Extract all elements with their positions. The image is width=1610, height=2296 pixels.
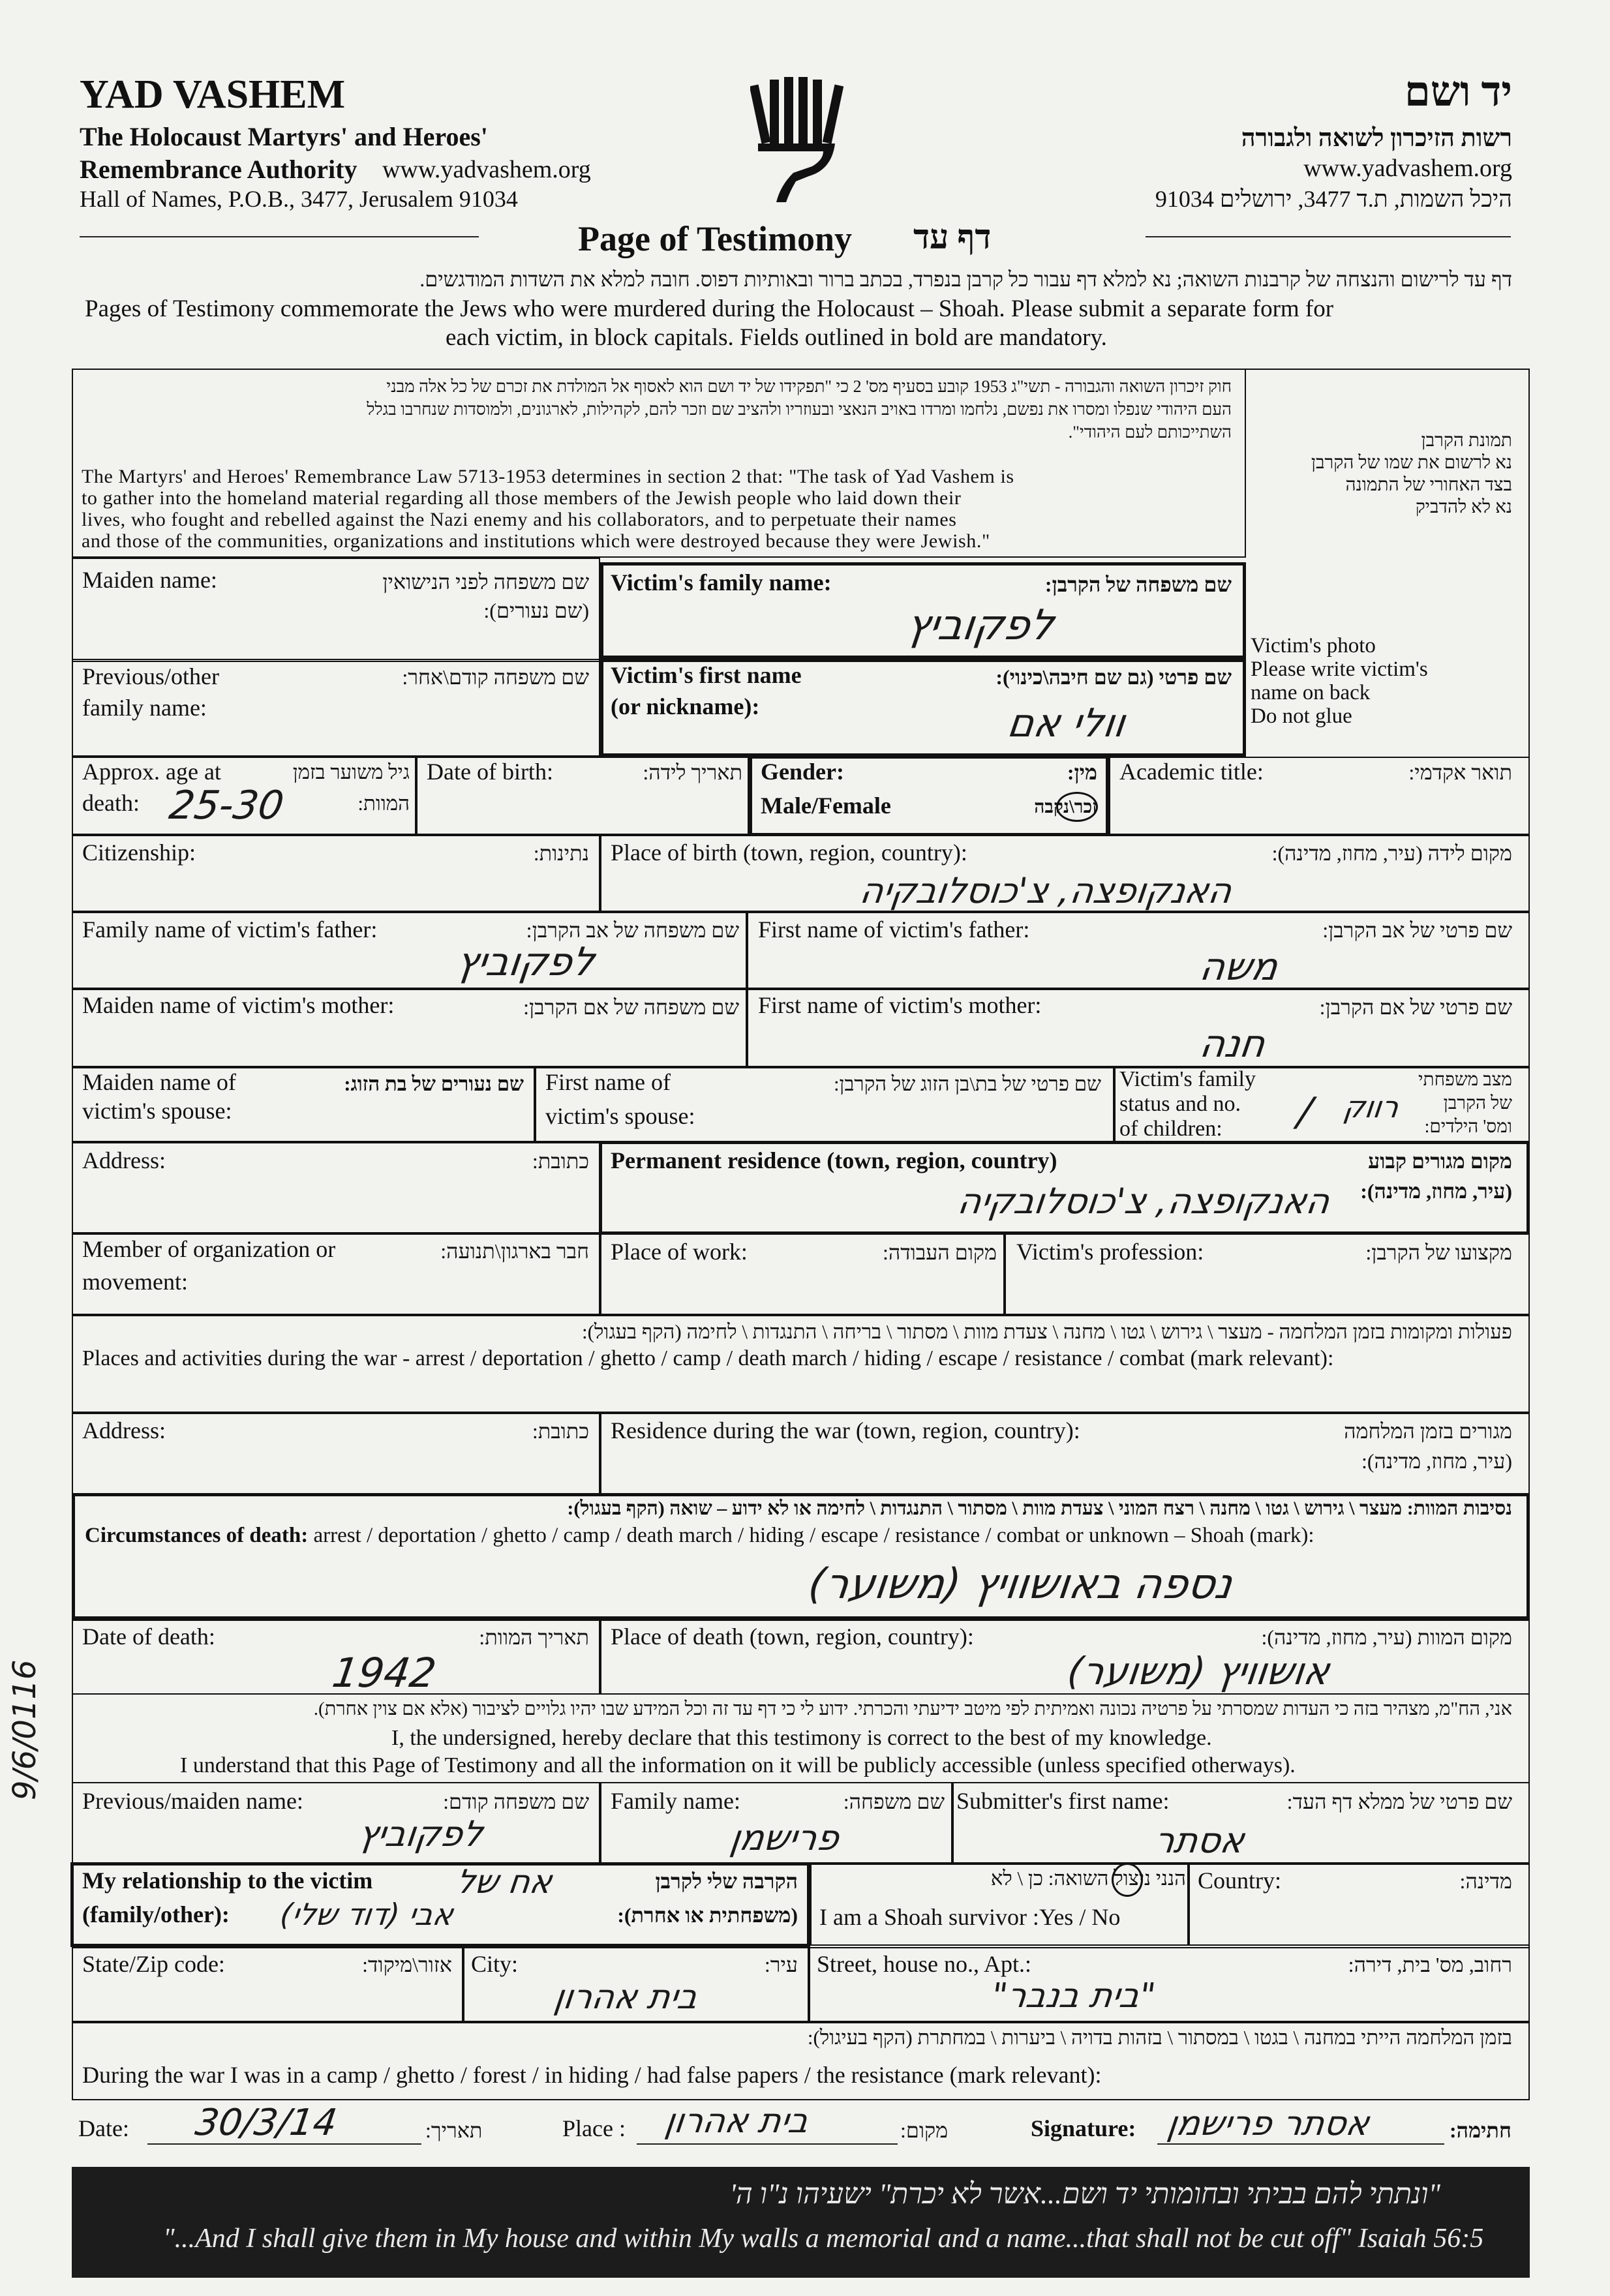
place-of-death-value[interactable]: אושוויץ (משוער) — [1065, 1649, 1333, 1693]
war-activities-he: פעולות ומקומות בזמן המלחמה - מעצר \ גירוש \ גטו \ מחנה \ צעדת מוות \ מסתור \ בריחה \ התנגדות \ לחימה (הקף בעגול): — [582, 1320, 1512, 1343]
mother-first-label: First name of victim's mother: — [758, 992, 1042, 1018]
relationship-he-2: (משפחתית או אחרת): — [617, 1903, 798, 1927]
city-value[interactable]: בית אהרון — [551, 1978, 701, 2017]
family-status-he-1: מצב משפחתי — [1418, 1070, 1512, 1090]
survivor-en: I am a Shoah survivor :Yes / No — [819, 1904, 1121, 1930]
intro-he: דף עד לרישום והנצחה של קרבנות השואה; נא למלא דף עבור כל קרבן בנפרד, בכתב ברור ובאותיות דפוס. חובה למלא את השדות המודגשים. — [419, 267, 1512, 291]
law-he-3: השתייכותם לעם היהודי". — [1068, 423, 1232, 442]
previous-name-label-2: family name: — [82, 695, 207, 721]
family-status-he-2: של הקרבן — [1443, 1093, 1512, 1113]
spouse-maiden-label-2: victim's spouse: — [82, 1098, 232, 1124]
photo-en-3: name on back — [1251, 681, 1371, 704]
declaration-en-2: I understand that this Page of Testimony and all the information on it will be publicly accessible (unless specified otherways). — [180, 1753, 1296, 1777]
signature-he: חתימה: — [1450, 2119, 1511, 2142]
spouse-maiden-he: שם נעורים של בת הזוג: — [344, 1072, 524, 1095]
date-label: Date: — [78, 2115, 129, 2141]
family-status-he-3: ומס' הילדים: — [1424, 1117, 1512, 1137]
war-residence-label: Residence during the war (town, region, country): — [611, 1417, 1080, 1443]
father-family-label: Family name of victim's father: — [82, 916, 378, 943]
place-line — [637, 2143, 898, 2145]
law-en-1: The Martyrs' and Heroes' Remembrance Law 5713-1953 determines in section 2 that: "The task of Yad Vashem is — [82, 466, 1014, 487]
signature-label: Signature: — [1031, 2115, 1136, 2141]
org-name-en: YAD VASHEM — [80, 72, 346, 117]
relationship-label-2: (family/other): — [82, 1901, 230, 1927]
city-label: City: — [471, 1951, 519, 1977]
profession-he: מקצועו של הקרבן: — [1365, 1241, 1512, 1264]
yad-vashem-logo — [750, 72, 848, 205]
birthplace-label: Place of birth (town, region, country): — [611, 839, 967, 866]
victim-first-name-label-2: (or nickname): — [611, 693, 760, 719]
intro-en-2: each victim, in block capitals. Fields outlined in bold are mandatory. — [446, 324, 1107, 351]
during-war-he: בזמן המלחמה הייתי במחנה \ בגטו \ במסתור \ בזהות בדויה \ ביערות \ במחתרת (הקף בעיגול): — [807, 2026, 1512, 2049]
website-en: www.yadvashem.org — [382, 156, 591, 183]
gender-male-circle[interactable] — [1056, 792, 1098, 822]
gender-label-1: Gender: — [761, 759, 844, 785]
photo-en-4: Do not glue — [1251, 704, 1352, 728]
submitter-family-label: Family name: — [611, 1788, 740, 1814]
declaration-he: אני, הח"מ, מצהיר בזה כי העדות שמסרתי על פרטיה נכונה ואמיתית לפי מיטב ידיעתי והכרתי. ידוע לי כי דף עד זה וכל המידע שבו יהיו גלויים לציבור (אלא אם צוין אחרת). — [313, 1699, 1512, 1719]
place-value[interactable]: בית אהרון — [662, 2102, 812, 2141]
organization-label-2: movement: — [82, 1269, 188, 1295]
age-label-1: Approx. age at — [82, 759, 221, 785]
gender-he-2: זכר\נקבה — [1034, 797, 1097, 817]
submitter-first-value[interactable]: אסתר — [1151, 1820, 1247, 1861]
intro-en-1 — [85, 295, 1333, 323]
previous-name-label-1: Previous/other — [82, 663, 219, 689]
submitter-prev-value[interactable]: לפקוביץ — [356, 1813, 486, 1854]
dob-he: תאריך לידה: — [643, 761, 742, 784]
mother-first-he: שם פרטי של אם הקרבן: — [1319, 995, 1512, 1019]
signature-line — [1157, 2143, 1444, 2145]
date-of-death-label: Date of death: — [82, 1624, 215, 1650]
family-status-value[interactable]: רווק — [1341, 1089, 1401, 1125]
signature-value[interactable]: אסתר פרישמן — [1164, 2104, 1372, 2143]
war-residence-he-1: מגורים בזמן המלחמה — [1344, 1419, 1512, 1443]
birthplace-he: מקום לידה (עיר, מחוז, מדינה): — [1271, 841, 1512, 865]
submitter-family-he: שם משפחה: — [843, 1790, 945, 1813]
maiden-name-he-1: שם משפחה לפני הנישואין — [382, 570, 589, 594]
submitter-first-label: Submitter's first name: — [956, 1788, 1170, 1814]
date-of-death-he: תאריך המוות: — [479, 1625, 589, 1649]
survivor-yes-circle[interactable] — [1112, 1863, 1143, 1897]
academic-title-he: תואר אקדמי: — [1408, 761, 1512, 784]
father-family-he: שם משפחה של אב הקרבן: — [526, 918, 739, 942]
permanent-residence-he-2: (עיר, מחוז, מדינה): — [1360, 1179, 1512, 1203]
intro-en-1-text: Pages of Testimony commemorate the Jews who were murdered during the Holocaust – Shoah. Please submit a separate form for — [85, 295, 1334, 322]
law-en-4: and those of the communities, organizations and institutions which were destroyed because they were Jewish." — [82, 530, 990, 552]
relationship-label-1: My relationship to the victim — [82, 1867, 373, 1894]
form-title-he: דף עד — [913, 219, 992, 256]
victim-first-name-he: שם פרטי (גם שם חיבה\כינוי): — [995, 665, 1232, 689]
header-rule-right — [1146, 236, 1511, 237]
footer-en: "...And I shall give them in My house and within My walls a memorial and a name...that shall not be cut off" Isaiah 56:5 — [163, 2224, 1484, 2254]
relationship-he-1: הקרבה שלי לקרבן — [655, 1869, 798, 1893]
gender-label-2: Male/Female — [761, 793, 891, 819]
address-label: Address: — [82, 1147, 166, 1173]
citizenship-he: נתינות: — [533, 841, 589, 865]
zip-he: אזור\מיקוד: — [362, 1953, 452, 1976]
website-he-side: www.yadvashem.org — [1303, 155, 1512, 182]
date-of-death-value[interactable]: 1942 — [329, 1649, 439, 1697]
war-address-he: כתובת: — [532, 1419, 589, 1443]
photo-he-1: תמונת הקרבן — [1421, 430, 1512, 451]
side-note: 9/6/0116 — [7, 1659, 43, 1800]
photo-he-2: נא לרשום את שמו של הקרבן — [1311, 453, 1512, 473]
address-he-label: כתובת: — [532, 1149, 589, 1173]
form-title: Page of Testimony — [578, 219, 853, 258]
declaration-en-1: I, the undersigned, hereby declare that this testimony is correct to the best of my knowledge. — [391, 1726, 1212, 1750]
place-of-death-label: Place of death (town, region, country): — [611, 1624, 974, 1650]
photo-en-2: Please write victim's — [1251, 657, 1428, 681]
children-count-value[interactable]: / — [1295, 1089, 1315, 1135]
war-activities-en: Places and activities during the war - arrest / deportation / ghetto / camp / death march / hiding / escape / resistance / combat (mark relevant): — [82, 1346, 1334, 1370]
during-war-en: During the war I was in a camp / ghetto / forest / in hiding / had false papers / the resistance (mark relevant): — [82, 2062, 1102, 2088]
authority-he: רשות הזיכרון לשואה ולגבורה — [1241, 125, 1512, 152]
academic-title-label: Academic title: — [1119, 759, 1264, 785]
law-en-2: to gather into the homeland material regarding all those members of the Jewish people who laid down their — [82, 487, 962, 509]
circumstances-he: נסיבות המוות: מעצר \ גירוש \ גטו \ מחנה \ רצח המוני \ צעדת מוות \ מסתור \ התנגדות \ לחימה או לא ידוע – שואה (הקף בעגול): — [567, 1498, 1512, 1519]
permanent-residence-value[interactable]: האנקופצה, צ'כוסלובקיה — [955, 1181, 1333, 1222]
footer-he: "ונתתי להם בביתי ובחומותי יד ושם...אשר לא יכרת" ישעיהו נ"ו ה' — [729, 2178, 1440, 2210]
date-he: תאריך: — [425, 2119, 483, 2142]
street-label: Street, house no., Apt.: — [817, 1951, 1031, 1977]
age-he-1: גיל משוער בזמן — [292, 761, 410, 783]
gender-he-1: מין: — [1067, 761, 1097, 784]
circumstances-en — [85, 1524, 1314, 1548]
authority-en-1: The Holocaust Martyrs' and Heroes' — [80, 122, 488, 151]
family-status-label-3: of children: — [1119, 1117, 1223, 1141]
country-label: Country: — [1198, 1867, 1282, 1894]
mother-maiden-label: Maiden name of victim's mother: — [82, 992, 395, 1018]
authority-en-2: Remembrance Authority — [80, 155, 357, 184]
photo-en-1: Victim's photo — [1251, 634, 1376, 657]
photo-he-3: בצד האחורי של התמונה — [1345, 475, 1512, 495]
city-he: עיר: — [764, 1953, 798, 1976]
law-he-1: חוק זיכרון השואה והגבורה - תשי"ג 1953 קובע בסעיף מס' 2 כי "תפקידו של יד ושם הוא לאסוף אל המולדת את זכרם של כל אלה מבני — [386, 377, 1232, 396]
place-of-work-label: Place of work: — [611, 1239, 748, 1265]
street-value[interactable]: "בית בנבר" — [988, 1976, 1158, 2016]
submitter-prev-label: Previous/maiden name: — [82, 1788, 303, 1814]
age-value[interactable]: 25-30 — [166, 783, 287, 828]
victim-family-name-value[interactable]: לפקוביץ — [903, 601, 1057, 650]
law-en-3: lives, who fought and rebelled against the Nazi enemy and his collaborators, and to perpetuate their names — [82, 509, 957, 530]
birthplace-value[interactable]: האנקופצה, צ'כוסלובקיה — [857, 870, 1235, 911]
previous-name-he: שם משפחה קודם\אחר: — [402, 665, 589, 689]
circumstances-value[interactable]: נספה באושוויץ (משוער) — [805, 1560, 1236, 1609]
father-first-he: שם פרטי של אב הקרבן: — [1322, 918, 1512, 942]
organization-label-1: Member of organization or — [82, 1236, 336, 1262]
maiden-name-label: Maiden name: — [82, 567, 217, 593]
org-name-he: יד ושם — [1404, 68, 1512, 115]
header-rule-left — [80, 236, 479, 237]
organization-he: חבר בארגון\תנועה: — [440, 1239, 589, 1263]
law-he-2: העם היהודי שנפלו ומסרו את נפשם, נלחמו ומרדו באויב הנאצי ובעוזריו ולהציב שם וזכר להם, לקהילות, לארגונים, ולמוסדות שנחרבו בגלל — [367, 400, 1232, 419]
victim-family-name-he: שם משפחה של הקרבן: — [1044, 573, 1232, 596]
family-status-label-1: Victim's family — [1119, 1067, 1256, 1091]
permanent-residence-he-1: מקום מגורים קבוע — [1368, 1149, 1512, 1173]
address-en: Hall of Names, P.O.B., 3477, Jerusalem 91034 — [80, 186, 518, 212]
war-residence-he-2: (עיר, מחוז, מדינה): — [1361, 1449, 1512, 1473]
circumstances-en-bold: Circumstances of death: — [85, 1524, 309, 1547]
place-of-work-he: מקום העבודה: — [882, 1241, 997, 1264]
mother-maiden-he: שם משפחה של אם הקרבן: — [523, 995, 739, 1019]
street-he: רחוב, מס' בית, דירה: — [1348, 1953, 1512, 1976]
father-first-label: First name of victim's father: — [758, 916, 1030, 943]
victim-first-name-value[interactable]: וולי אם — [1005, 701, 1129, 746]
place-he: מקום: — [900, 2119, 949, 2142]
mother-first-value[interactable]: חנה — [1197, 1021, 1268, 1066]
citizenship-label: Citizenship: — [82, 839, 196, 866]
spouse-first-label-2: victim's spouse: — [545, 1103, 695, 1129]
circumstances-en-text: arrest / deportation / ghetto / camp / death march / hiding / escape / resistance / combat or unknown – Shoah (mark): — [308, 1524, 1314, 1547]
dob-label: Date of birth: — [427, 759, 553, 785]
spouse-maiden-label-1: Maiden name of — [82, 1069, 236, 1095]
submitter-family-value[interactable]: פרישמן — [727, 1817, 842, 1858]
relationship-value-1[interactable]: אח של — [453, 1863, 554, 1901]
age-label-2: death: — [82, 790, 140, 816]
profession-label: Victim's profession: — [1016, 1239, 1204, 1265]
father-first-value[interactable]: משה — [1197, 944, 1281, 989]
address-he: היכל השמות, ת.ד 3477, ירושלים 91034 — [1155, 186, 1512, 212]
maiden-name-he-2: (שם נעורים): — [483, 599, 589, 622]
victim-first-name-label-1: Victim's first name — [611, 662, 802, 688]
spouse-first-label-1: First name of — [545, 1069, 671, 1095]
submitter-prev-he: שם משפחה קודם: — [443, 1790, 589, 1813]
place-label: Place : — [562, 2115, 626, 2141]
war-address-label: Address: — [82, 1417, 166, 1443]
country-he: מדינה: — [1459, 1869, 1512, 1893]
victim-family-name-label: Victim's family name: — [611, 569, 832, 596]
father-family-value[interactable]: לפקוביץ — [453, 939, 598, 985]
permanent-residence-label: Permanent residence (town, region, country) — [611, 1147, 1057, 1173]
spouse-first-he: שם פרטי של בת\בן הזוג של הקרבן: — [833, 1072, 1101, 1095]
relationship-value-2[interactable]: אבי (דוד שלי) — [278, 1897, 456, 1932]
survivor-he: הנני ניצול השואה: כן \ לא — [990, 1867, 1186, 1890]
family-status-label-2: status and no. — [1119, 1092, 1241, 1116]
place-of-death-he: מקום המוות (עיר, מחוז, מדינה): — [1261, 1625, 1512, 1649]
photo-he-4: נא לא להדביק — [1415, 497, 1512, 517]
date-value[interactable]: 30/3/14 — [192, 2102, 340, 2144]
age-he-2: המוות: — [357, 792, 410, 815]
submitter-first-he: שם פרטי של ממלא דף העד: — [1286, 1790, 1512, 1813]
zip-label: State/Zip code: — [82, 1951, 225, 1977]
